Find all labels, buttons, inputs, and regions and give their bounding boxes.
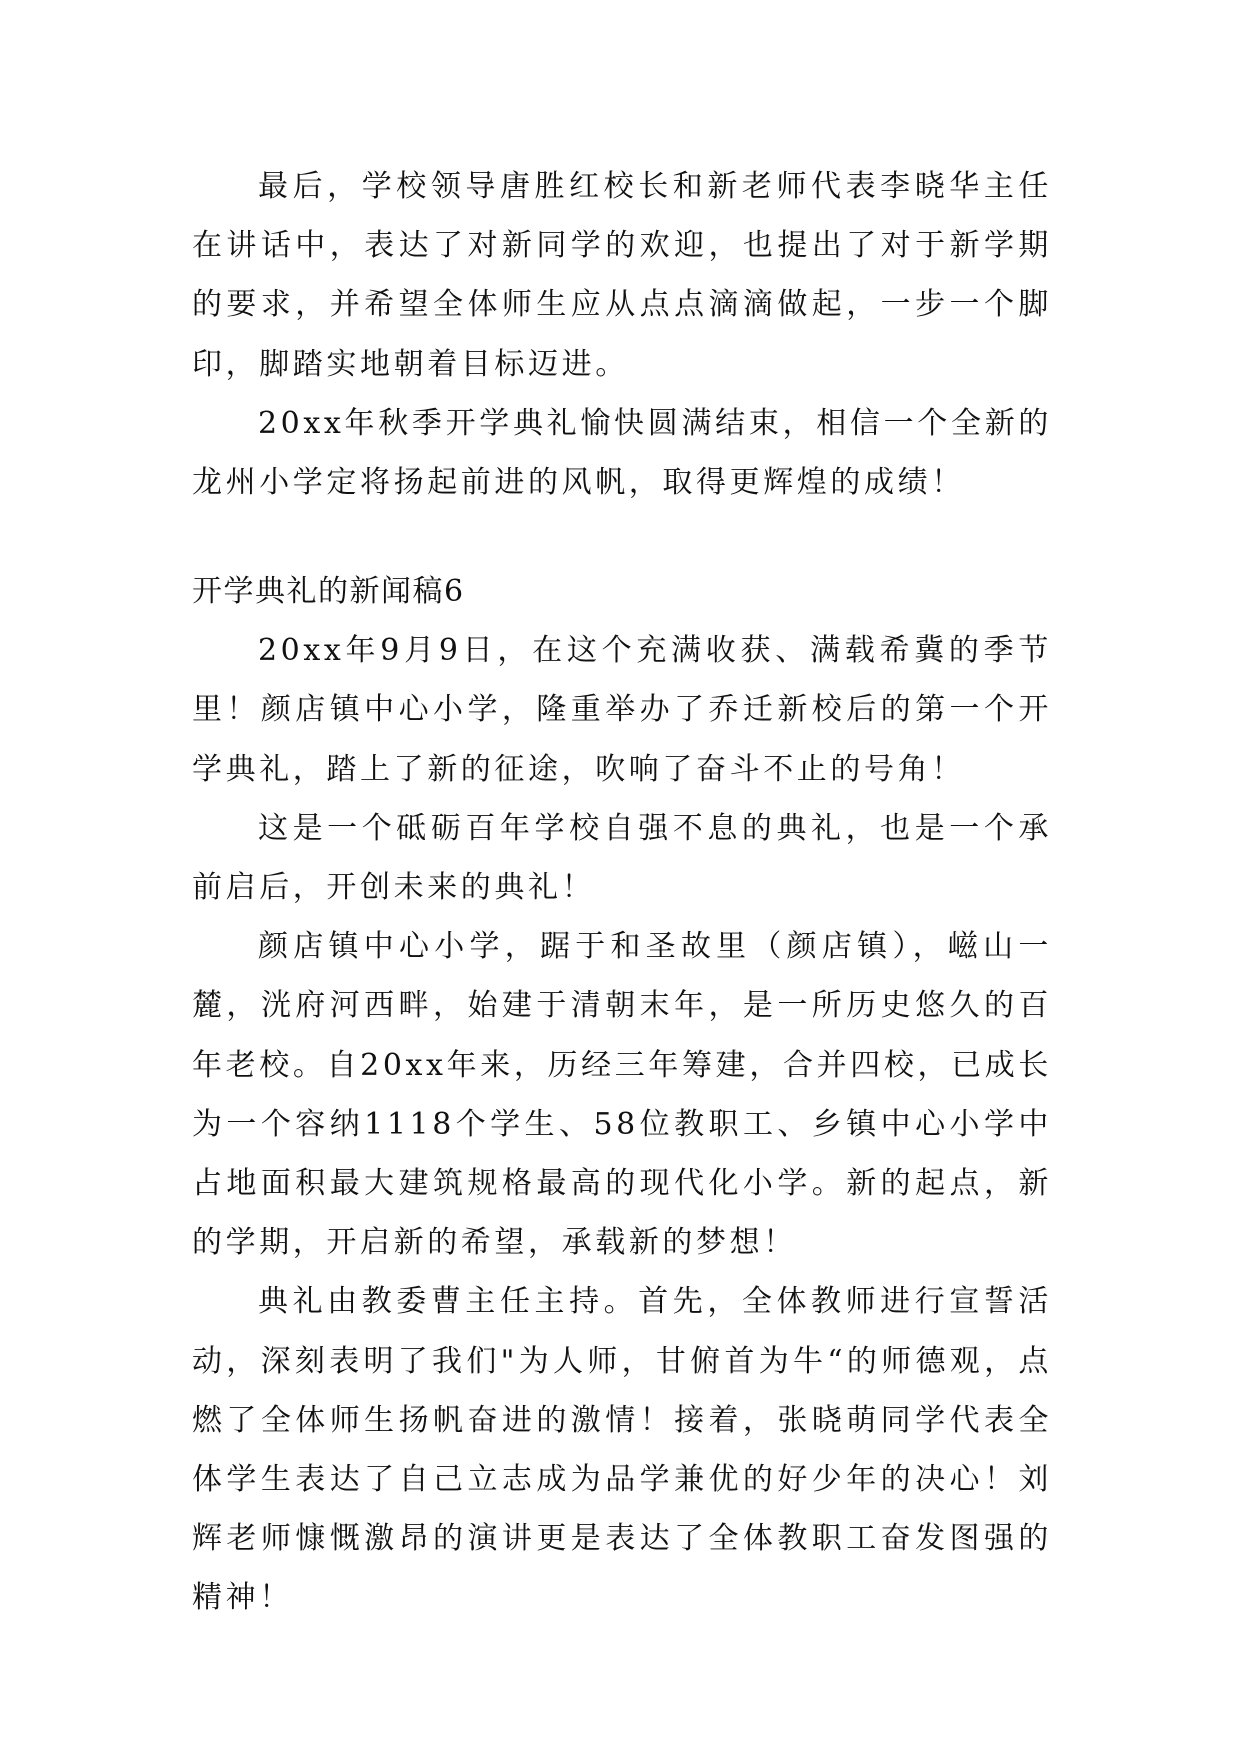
paragraph-ceremony-conclusion: 20xx年秋季开学典礼愉快圆满结束，相信一个全新的龙州小学定将扬起前进的风帆，取得更辉煌的成绩！ <box>192 405 1052 501</box>
article-heading: 开学典礼的新闻稿6 <box>192 574 465 609</box>
section-news-article-6 <box>192 562 1052 1628</box>
paragraph-school-history: 颜店镇中心小学，踞于和圣故里（颜店镇），嵫山一麓，洸府河西畔，始建于清朝末年，是一所历史悠久的百年老校。自20xx年来，历经三年筹建，合并四校，已成长为一个容纳1118个学生、58位教职工、乡镇中心小学中占地面积最大建筑规格最高的现代化小学。新的起点，新的学期，开启新的希望，承载新的梦想！ <box>192 929 1052 1261</box>
section-previous-article-ending <box>192 157 1052 512</box>
paragraph-opening-date: 20xx年9月9日，在这个充满收获、满载希冀的季节里！颜店镇中心小学，隆重举办了乔迁新校后的第一个开学典礼，踏上了新的征途，吹响了奋斗不止的号角！ <box>192 633 1052 787</box>
paragraph-ceremony-meaning: 这是一个砥砺百年学校自强不息的典礼，也是一个承前启后，开创未来的典礼！ <box>192 810 1052 906</box>
paragraph-ceremony-proceedings: 典礼由教委曹主任主持。首先，全体教师进行宣誓活动，深刻表明了我们"为人师，甘俯首为牛“的师德观，点燃了全体师生扬帆奋进的激情！接着，张晓萌同学代表全体学生表达了自己立志成为品学兼优的好少年的决心！刘辉老师慷慨激昂的演讲更是表达了全体教职工奋发图强的精神！ <box>192 1284 1052 1616</box>
paragraph-closing-remarks: 最后，学校领导唐胜红校长和新老师代表李晓华主任在讲话中，表达了对新同学的欢迎，也提出了对于新学期的要求，并希望全体师生应从点点滴滴做起，一步一个脚印，脚踏实地朝着目标迈进。 <box>192 169 1052 382</box>
